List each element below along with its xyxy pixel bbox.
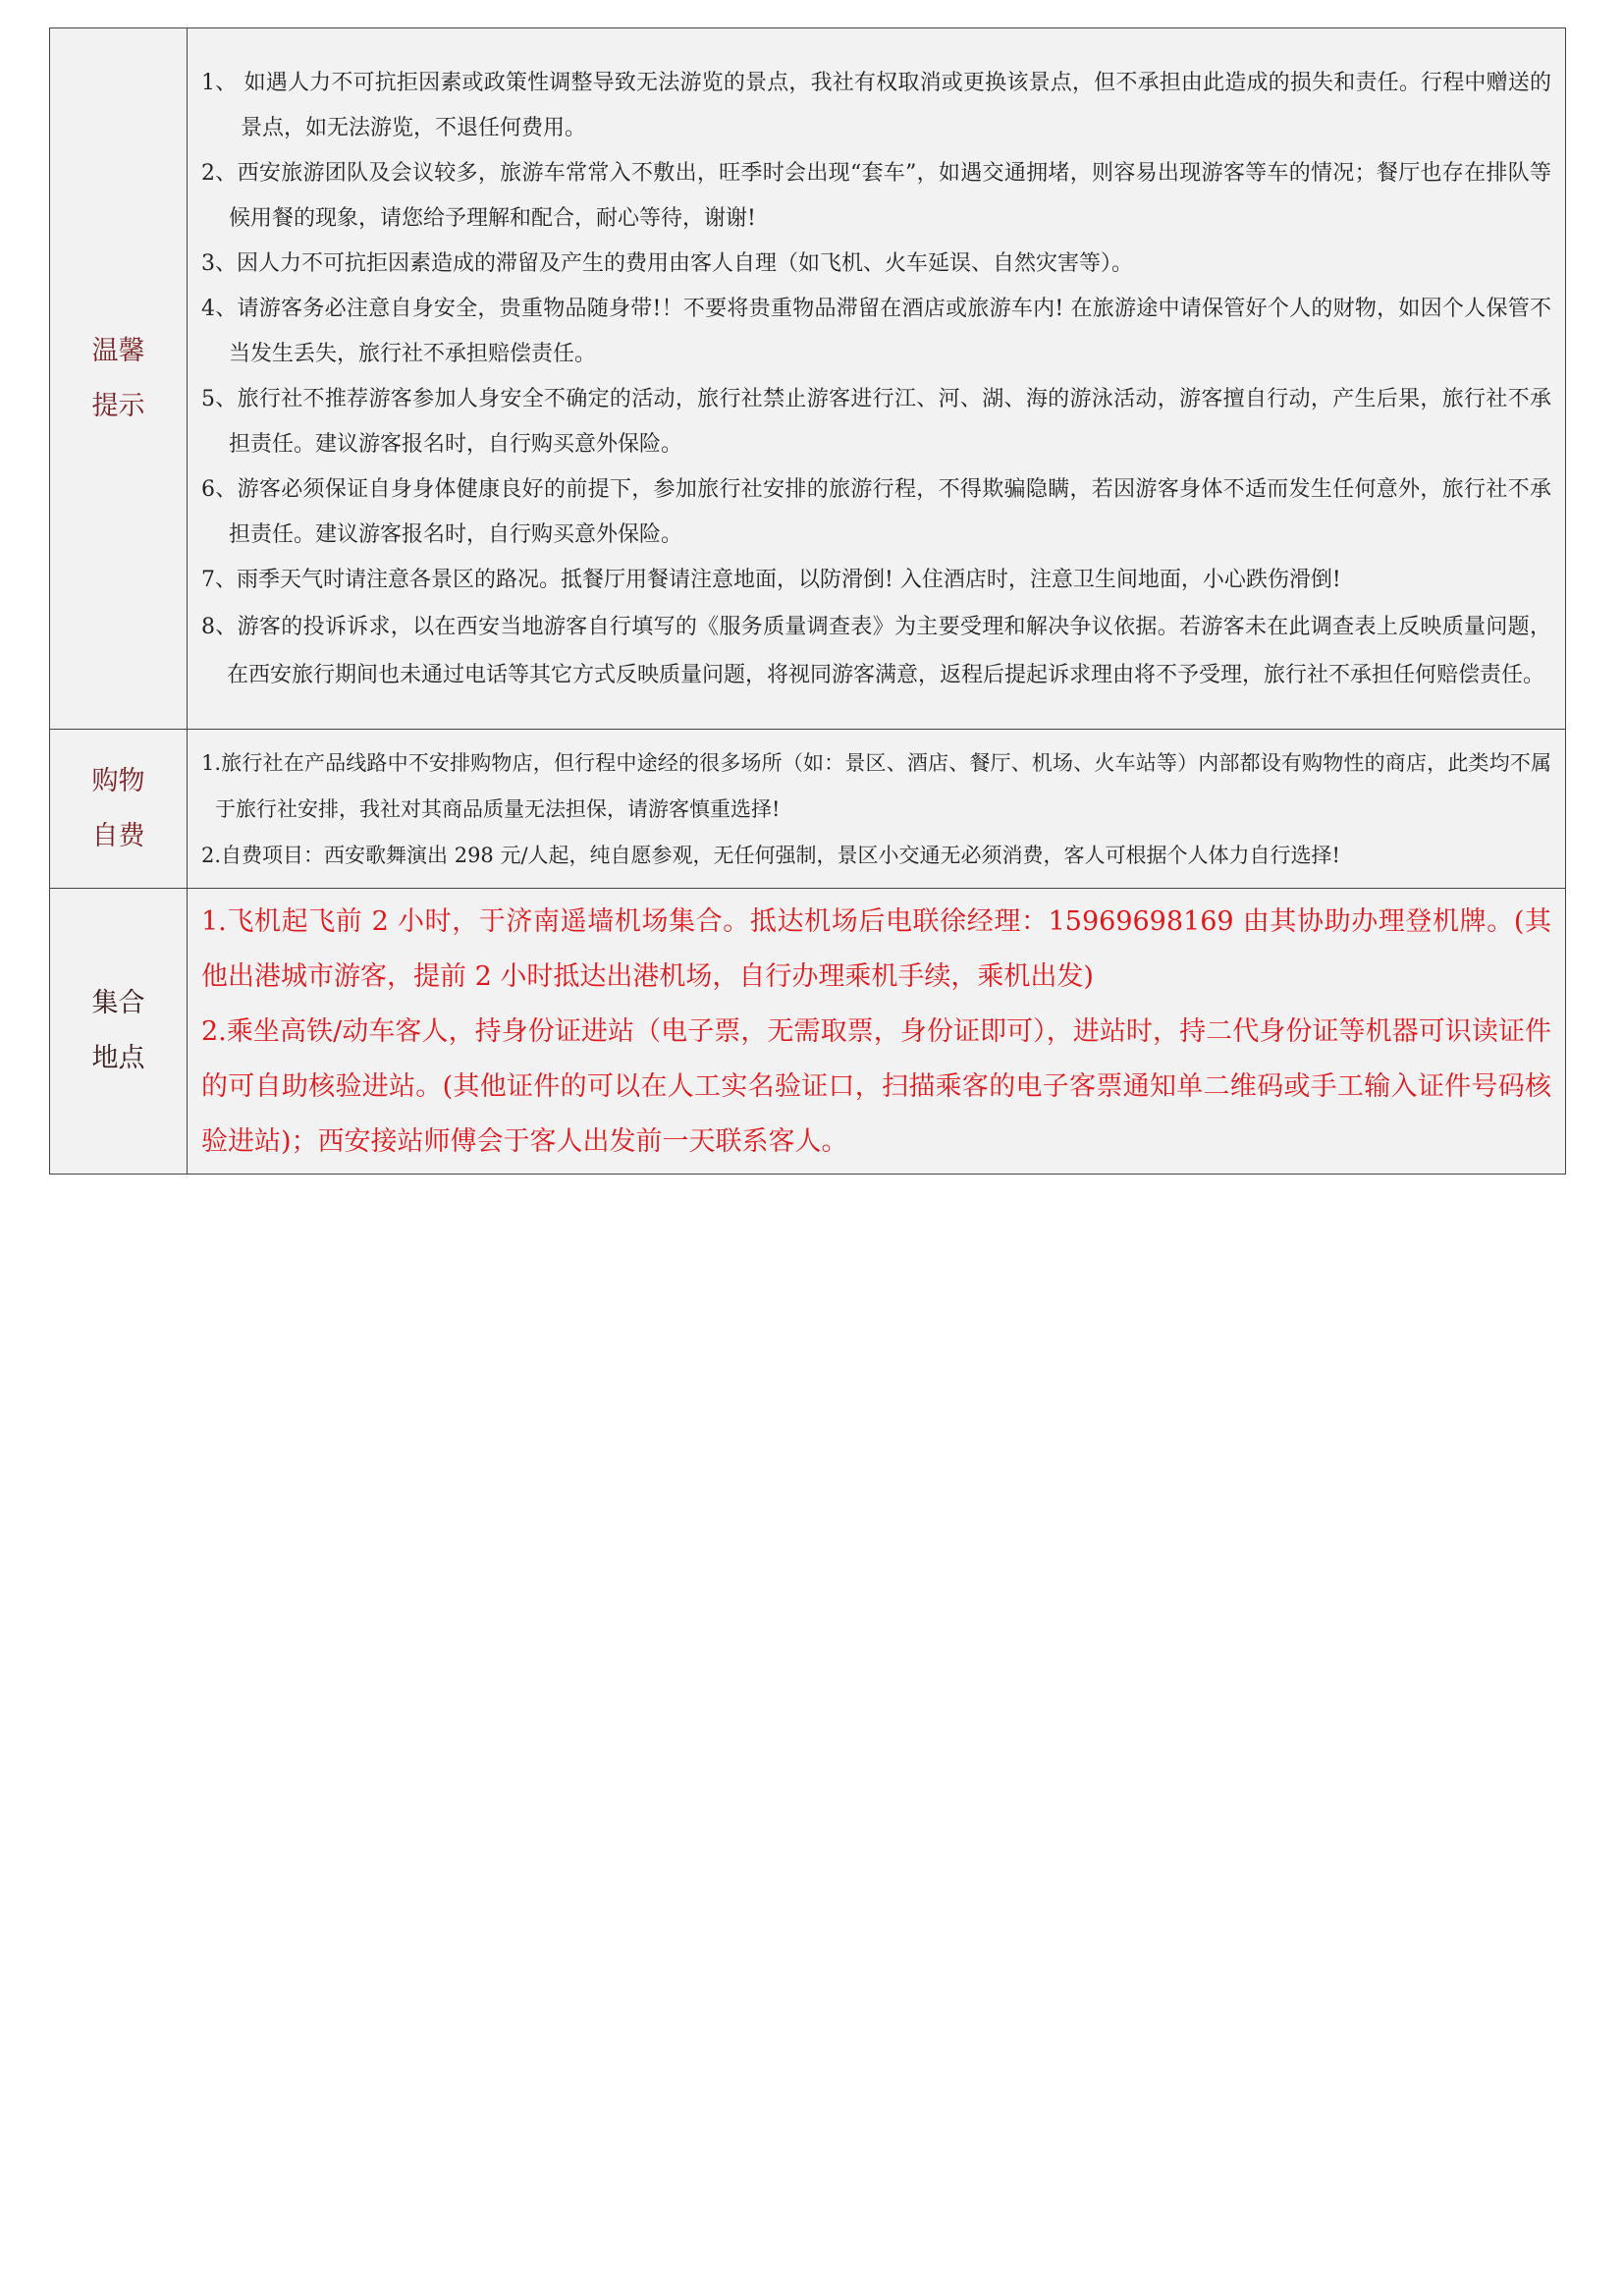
shopping-label <box>50 730 188 889</box>
meeting-row <box>50 889 1566 1175</box>
shopping-item-1: 1.旅行社在产品线路中不安排购物店，但行程中途经的很多场所（如：景区、酒店、餐厅、机场、火车站等）内部都设有购物性的商店，此类均不属于旅行社安排，我社对其商品质量无法担保，请游客慎重选择! <box>201 751 1551 821</box>
tips-label-line1: 温馨 <box>91 335 145 366</box>
meeting-item-1: 1.飞机起飞前 2 小时，于济南遥墙机场集合。抵达机场后电联徐经理：15969698169 由其协助办理登机牌。(其他出港城市游客，提前 2 小时抵达出港机场，自行办理乘机手续，乘机出发) <box>201 906 1551 992</box>
tips-item-3: 3、因人力不可抗拒因素造成的滞留及产生的费用由客人自理（如飞机、火车延误、自然灾害等）。 <box>201 250 1134 276</box>
tips-item-8: 8、游客的投诉诉求，以在西安当地游客自行填写的《服务质量调查表》为主要受理和解决争议依据。若游客未在此调查表上反映质量问题，在西安旅行期间也未通过电话等其它方式反映质量问题，将视同游客满意，返程后提起诉求理由将不予受理，旅行社不承担任何赔偿责任。 <box>201 614 1551 687</box>
tips-item-2: 2、西安旅游团队及会议较多，旅游车常常入不敷出，旺季时会出现“套车”，如遇交通拥堵，则容易出现游客等车的情况；餐厅也存在排队等候用餐的现象，请您给予理解和配合，耐心等待，谢谢! <box>201 160 1551 231</box>
tips-label-line2: 提示 <box>91 390 145 421</box>
shopping-item-2: 2.自费项目：西安歌舞演出 298 元/人起，纯自愿参观，无任何强制，景区小交通无必须消费，客人可根据个人体力自行选择! <box>201 844 1340 867</box>
tips-item-6: 6、游客必须保证自身身体健康良好的前提下，参加旅行社安排的旅游行程，不得欺骗隐瞒，若因游客身体不适而发生任何意外，旅行社不承担责任。建议游客报名时，自行购买意外保险。 <box>201 476 1551 547</box>
tips-content <box>188 28 1566 730</box>
tips-item-1: 1、 如遇人力不可抗拒因素或政策性调整导致无法游览的景点，我社有权取消或更换该景点，但不承担由此造成的损失和责任。行程中赠送的景点，如无法游览，不退任何费用。 <box>201 70 1551 140</box>
meeting-content <box>188 889 1566 1175</box>
meeting-label-line1: 集合 <box>91 988 145 1018</box>
shopping-label-line2: 自费 <box>91 820 145 851</box>
shopping-row <box>50 730 1566 889</box>
notice-table <box>49 27 1566 1175</box>
tips-item-4: 4、请游客务必注意自身安全，贵重物品随身带!！不要将贵重物品滞留在酒店或旅游车内! 在旅游途中请保管好个人的财物，如因个人保管不当发生丢失，旅行社不承担赔偿责任。 <box>201 296 1551 366</box>
shopping-content <box>188 730 1566 889</box>
meeting-item-2: 2.乘坐高铁/动车客人，持身份证进站（电子票，无需取票，身份证即可），进站时，持二代身份证等机器可识读证件的可自助核验进站。(其他证件的可以在人工实名验证口，扫描乘客的电子客票通知单二维码或手工输入证件号码核验进站)；西安接站师傅会于客人出发前一天联系客人。 <box>201 1016 1551 1157</box>
tips-item-5: 5、旅行社不推荐游客参加人身安全不确定的活动，旅行社禁止游客进行江、河、湖、海的游泳活动，游客擅自行动，产生后果，旅行社不承担责任。建议游客报名时，自行购买意外保险。 <box>201 386 1551 457</box>
tips-item-7: 7、雨季天气时请注意各景区的路况。抵餐厅用餐请注意地面，以防滑倒! 入住酒店时，注意卫生间地面，小心跌伤滑倒! <box>201 567 1341 592</box>
tips-row <box>50 28 1566 730</box>
meeting-label-line2: 地点 <box>91 1043 145 1073</box>
shopping-label-line1: 购物 <box>91 765 145 796</box>
meeting-label <box>50 889 188 1175</box>
tips-label <box>50 28 188 730</box>
